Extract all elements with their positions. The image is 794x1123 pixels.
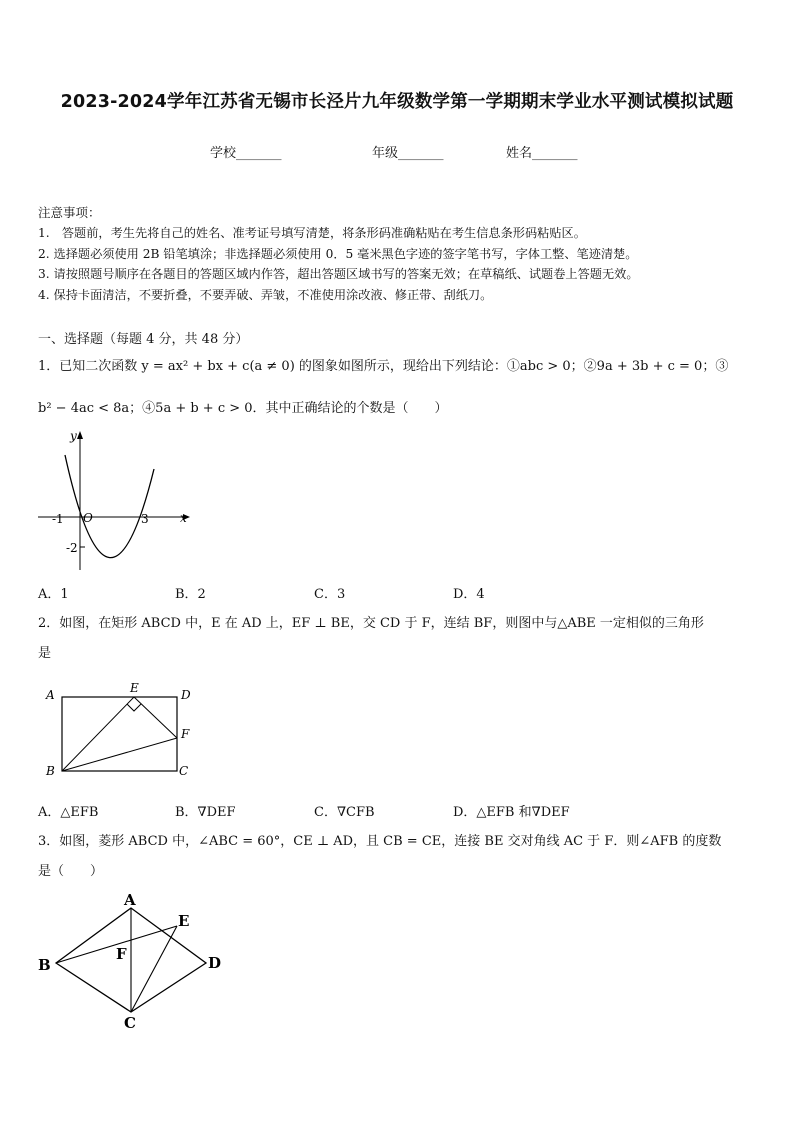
segment-bf [62,738,177,771]
notes-heading: 注意事项： [38,205,101,220]
section-heading: 一、选择题（每题 4 分，共 48 分） [38,332,249,347]
label-c: C [124,1014,136,1030]
q1-option-b[interactable]: B．2 [175,587,206,602]
q3-rhombus-figure [30,890,240,1030]
q2-stem-line2: 是 [38,646,52,661]
origin-label: O [83,511,93,525]
exam-title: 2023-2024学年江苏省无锡市长泾片九年级数学第一学期期末学业水平测试模拟试题 [60,92,734,112]
q2-option-c[interactable]: C．∇CFB [314,805,375,820]
q2-option-b[interactable]: B．∇DEF [175,805,236,820]
segment-be [62,697,134,771]
name-field: 姓名_______ [506,146,578,161]
q1-parabola-graph [30,425,200,575]
label-d: D [208,954,222,972]
note-item: 3. 请按照题号顺序在各题目的答题区域内作答，超出答题区域书写的答案无效；在草稿纸、试题卷上答题无效。 [38,267,639,281]
note-item: 4. 保持卡面清洁，不要折叠，不要弄破、弄皱，不准使用涂改液、修正带、刮纸刀。 [38,288,493,302]
q2-stem-line1: 2．如图，在矩形 ABCD 中，E 在 AD 上，EF ⊥ BE，交 CD 于 F，连结 BF，则图中与△ABE 一定相似的三角形 [38,616,704,631]
q2-option-d[interactable]: D．△EFB 和∇DEF [453,805,570,820]
parabola-curve [65,455,154,558]
label-f: F [181,727,190,741]
label-b: B [38,956,51,974]
q1-stem-line1: 1．已知二次函数 y = ax² + bx + c(a ≠ 0) 的图象如图所示，现给出下列结论：①abc > 0；②9a + 3b + c = 0；③ [38,359,729,374]
label-e: E [178,912,190,930]
tick-label: -1 [52,512,64,526]
rectangle-abcd [62,697,177,771]
q1-option-d[interactable]: D．4 [453,587,485,602]
x-axis-label: x [180,511,187,525]
segment-ef [134,697,177,738]
q1-option-a[interactable]: A．1 [38,587,69,602]
label-e: E [130,681,139,695]
q2-option-a[interactable]: A．△EFB [38,805,99,820]
note-item: 1. 答题前，考生先将自己的姓名、准考证号填写清楚，将条形码准确粘贴在考生信息条形码粘贴区。 [38,226,586,240]
right-angle-mark [127,704,141,711]
note-item: 2. 选择题必须使用 2B 铅笔填涂；非选择题必须使用 0．5 毫米黑色字迹的签字笔书写，字体工整、笔迹清楚。 [38,247,638,261]
label-b: B [46,764,55,778]
y-axis-arrow [77,431,83,439]
segment-ce [131,926,177,1012]
q1-option-c[interactable]: C．3 [314,587,346,602]
q3-stem-line2: 是（ ） [38,864,104,879]
q1-stem-line2: b² − 4ac < 8a；④5a + b + c > 0．其中正确结论的个数是（ ） [38,401,448,416]
label-a: A [124,891,136,909]
label-d: D [181,688,191,702]
school-field: 学校_______ [210,146,282,161]
label-a: A [46,688,55,702]
q3-stem-line1: 3．如图，菱形 ABCD 中，∠ABC = 60°，CE ⊥ AD，且 CB = CE，连接 BE 交对角线 AC 于 F．则∠AFB 的度数 [38,834,722,849]
label-f: F [116,945,127,963]
grade-field: 年级_______ [372,146,444,161]
tick-label: 3 [141,512,149,526]
tick-label: -2 [66,541,78,555]
y-axis-label: y [70,429,77,443]
q2-rectangle-figure [38,680,208,785]
label-c: C [179,764,189,778]
